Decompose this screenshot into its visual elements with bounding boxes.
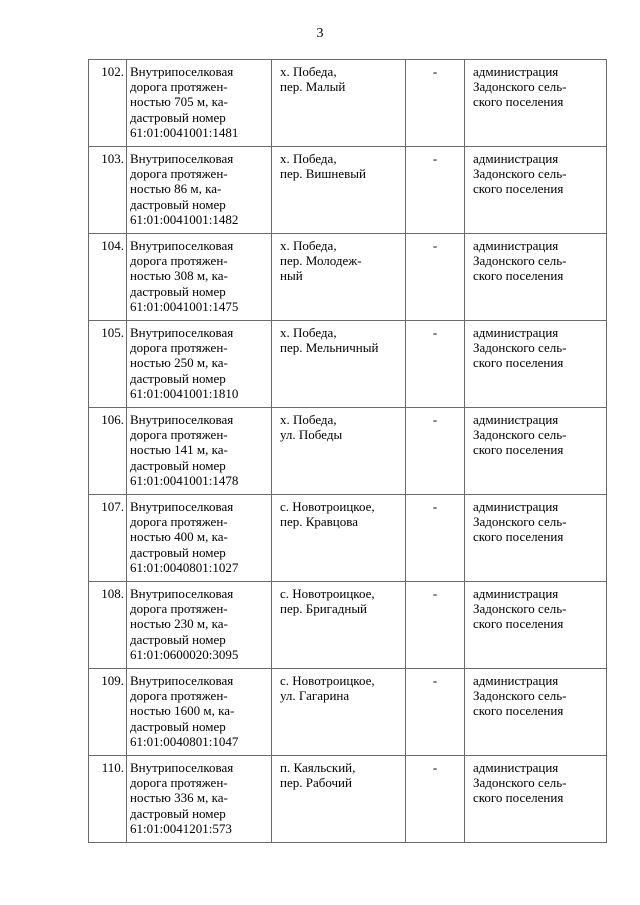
owner-line: ского поселения [473,181,564,197]
table-row [89,669,607,756]
empty-value-cell: - [406,582,465,669]
owner-line: ского поселения [473,94,564,110]
object-name-line: 61:01:0041001:1482 [130,211,239,227]
object-name-line: дорога протяжен- [130,688,228,704]
object-name-line: ностью 336 м, ка- [130,790,228,806]
owner-line: Задонского сель- [473,775,567,791]
object-name-line: дорога протяжен- [130,166,228,182]
address-cell [272,321,406,408]
owner-cell [465,582,607,669]
object-name-cell [127,234,272,321]
owner-cell [465,756,607,843]
address-line: пер. Бригадный [280,601,368,617]
owner-cell [465,669,607,756]
address-line: х. Победа, [280,325,337,340]
row-number-cell: 109. [89,669,127,756]
table-row [89,60,607,147]
owner-line: администрация [473,325,559,340]
address-cell [272,147,406,234]
object-name-line: дорога протяжен- [130,514,228,530]
owner-line: администрация [473,586,559,601]
owner-line: администрация [473,760,559,775]
address-line: пер. Малый [280,79,346,95]
address-line: с. Новотроицкое, [280,499,375,514]
object-name-line: дастровый номер [130,196,226,212]
object-name-line: 61:01:0041001:1475 [130,298,239,314]
object-name-line: ностью 230 м, ка- [130,616,228,632]
address-cell [272,756,406,843]
object-name-line: дорога протяжен- [130,340,228,356]
owner-line: администрация [473,151,559,166]
owner-line: ского поселения [473,268,564,284]
object-name-line: ностью 86 м, ка- [130,181,222,197]
empty-value-cell: - [406,147,465,234]
owner-line: Задонского сель- [473,601,567,617]
object-name-line: ностью 250 м, ка- [130,355,228,371]
page-number: 3 [316,26,324,41]
object-name-line: Внутрипоселковая [130,151,234,166]
row-number-cell: 108. [89,582,127,669]
object-name-line: дорога протяжен- [130,427,228,443]
object-name-cell [127,60,272,147]
owner-line: Задонского сель- [473,253,567,269]
table-row [89,582,607,669]
empty-value-cell: - [406,321,465,408]
object-name-cell [127,669,272,756]
owner-line: Задонского сель- [473,688,567,704]
row-number-cell: 103. [89,147,127,234]
address-line: х. Победа, [280,412,337,427]
object-name-line: дорога протяжен- [130,253,228,269]
object-name-line: 61:01:0041001:1481 [130,124,239,140]
table-row [89,147,607,234]
table-row [89,408,607,495]
owner-line: Задонского сель- [473,427,567,443]
object-name-line: 61:01:0041001:1810 [130,385,239,401]
owner-line: администрация [473,499,559,514]
empty-value-cell: - [406,669,465,756]
object-name-line: Внутрипоселковая [130,586,234,601]
owner-line: Задонского сель- [473,166,567,182]
address-cell [272,582,406,669]
object-name-line: ностью 1600 м, ка- [130,703,235,719]
empty-value-cell: - [406,756,465,843]
address-line: пер. Молодеж- [280,253,362,269]
row-number-cell: 104. [89,234,127,321]
owner-cell [465,408,607,495]
address-line: х. Победа, [280,238,337,253]
object-name-line: Внутрипоселковая [130,325,234,340]
address-line: пер. Вишневый [280,166,366,182]
table-row [89,321,607,408]
object-name-line: Внутрипоселковая [130,412,234,427]
row-number-cell: 107. [89,495,127,582]
object-name-line: 61:01:0041001:1478 [130,472,239,488]
object-name-line: ностью 705 м, ка- [130,94,228,110]
object-name-line: Внутрипоселковая [130,238,234,253]
owner-line: ского поселения [473,355,564,371]
table-row [89,495,607,582]
owner-cell [465,60,607,147]
object-name-line: 61:01:0041201:573 [130,820,232,836]
address-line: пер. Кравцова [280,514,358,530]
table-row [89,756,607,843]
address-cell [272,495,406,582]
empty-value-cell: - [406,60,465,147]
row-number-cell: 102. [89,60,127,147]
owner-line: ского поселения [473,442,564,458]
object-name-line: 61:01:0600020:3095 [130,646,239,662]
owner-line: Задонского сель- [473,340,567,356]
owner-cell [465,147,607,234]
roads-registry-table [88,59,607,843]
object-name-line: Внутрипоселковая [130,760,234,775]
object-name-cell [127,582,272,669]
owner-line: администрация [473,238,559,253]
object-name-line: дастровый номер [130,370,226,386]
address-line: х. Победа, [280,151,337,166]
owner-cell [465,234,607,321]
address-cell [272,408,406,495]
owner-line: администрация [473,412,559,427]
owner-line: ского поселения [473,529,564,545]
object-name-line: ностью 400 м, ка- [130,529,228,545]
object-name-line: дастровый номер [130,631,226,647]
address-line: с. Новотроицкое, [280,673,375,688]
object-name-line: дастровый номер [130,457,226,473]
object-name-line: дастровый номер [130,283,226,299]
object-name-line: Внутрипоселковая [130,673,234,688]
owner-line: администрация [473,64,559,79]
owner-line: ского поселения [473,616,564,632]
table-row [89,234,607,321]
object-name-line: дорога протяжен- [130,775,228,791]
owner-line: ского поселения [473,790,564,806]
owner-cell [465,321,607,408]
row-number-cell: 110. [89,756,127,843]
address-line: ул. Победы [280,427,343,443]
object-name-cell [127,495,272,582]
object-name-line: Внутрипоселковая [130,64,234,79]
address-line: ный [280,268,303,284]
owner-line: ского поселения [473,703,564,719]
owner-line: администрация [473,673,559,688]
owner-line: Задонского сель- [473,79,567,95]
object-name-line: 61:01:0040801:1047 [130,733,239,749]
address-line: ул. Гагарина [280,688,350,704]
address-line: пер. Рабочий [280,775,352,791]
object-name-line: ностью 141 м, ка- [130,442,228,458]
object-name-cell [127,408,272,495]
address-line: п. Каяльский, [280,760,356,775]
object-name-line: дорога протяжен- [130,601,228,617]
empty-value-cell: - [406,234,465,321]
row-number-cell: 106. [89,408,127,495]
row-number-cell: 105. [89,321,127,408]
object-name-line: Внутрипоселковая [130,499,234,514]
empty-value-cell: - [406,495,465,582]
object-name-cell [127,756,272,843]
address-line: х. Победа, [280,64,337,79]
object-name-cell [127,147,272,234]
address-cell [272,234,406,321]
object-name-line: ностью 308 м, ка- [130,268,228,284]
object-name-cell [127,321,272,408]
object-name-line: дастровый номер [130,544,226,560]
object-name-line: дастровый номер [130,718,226,734]
address-cell [272,60,406,147]
empty-value-cell: - [406,408,465,495]
address-cell [272,669,406,756]
owner-line: Задонского сель- [473,514,567,530]
owner-cell [465,495,607,582]
object-name-line: дастровый номер [130,805,226,821]
address-line: пер. Мельничный [280,340,379,356]
object-name-line: дорога протяжен- [130,79,228,95]
address-line: с. Новотроицкое, [280,586,375,601]
object-name-line: 61:01:0040801:1027 [130,559,239,575]
object-name-line: дастровый номер [130,109,226,125]
